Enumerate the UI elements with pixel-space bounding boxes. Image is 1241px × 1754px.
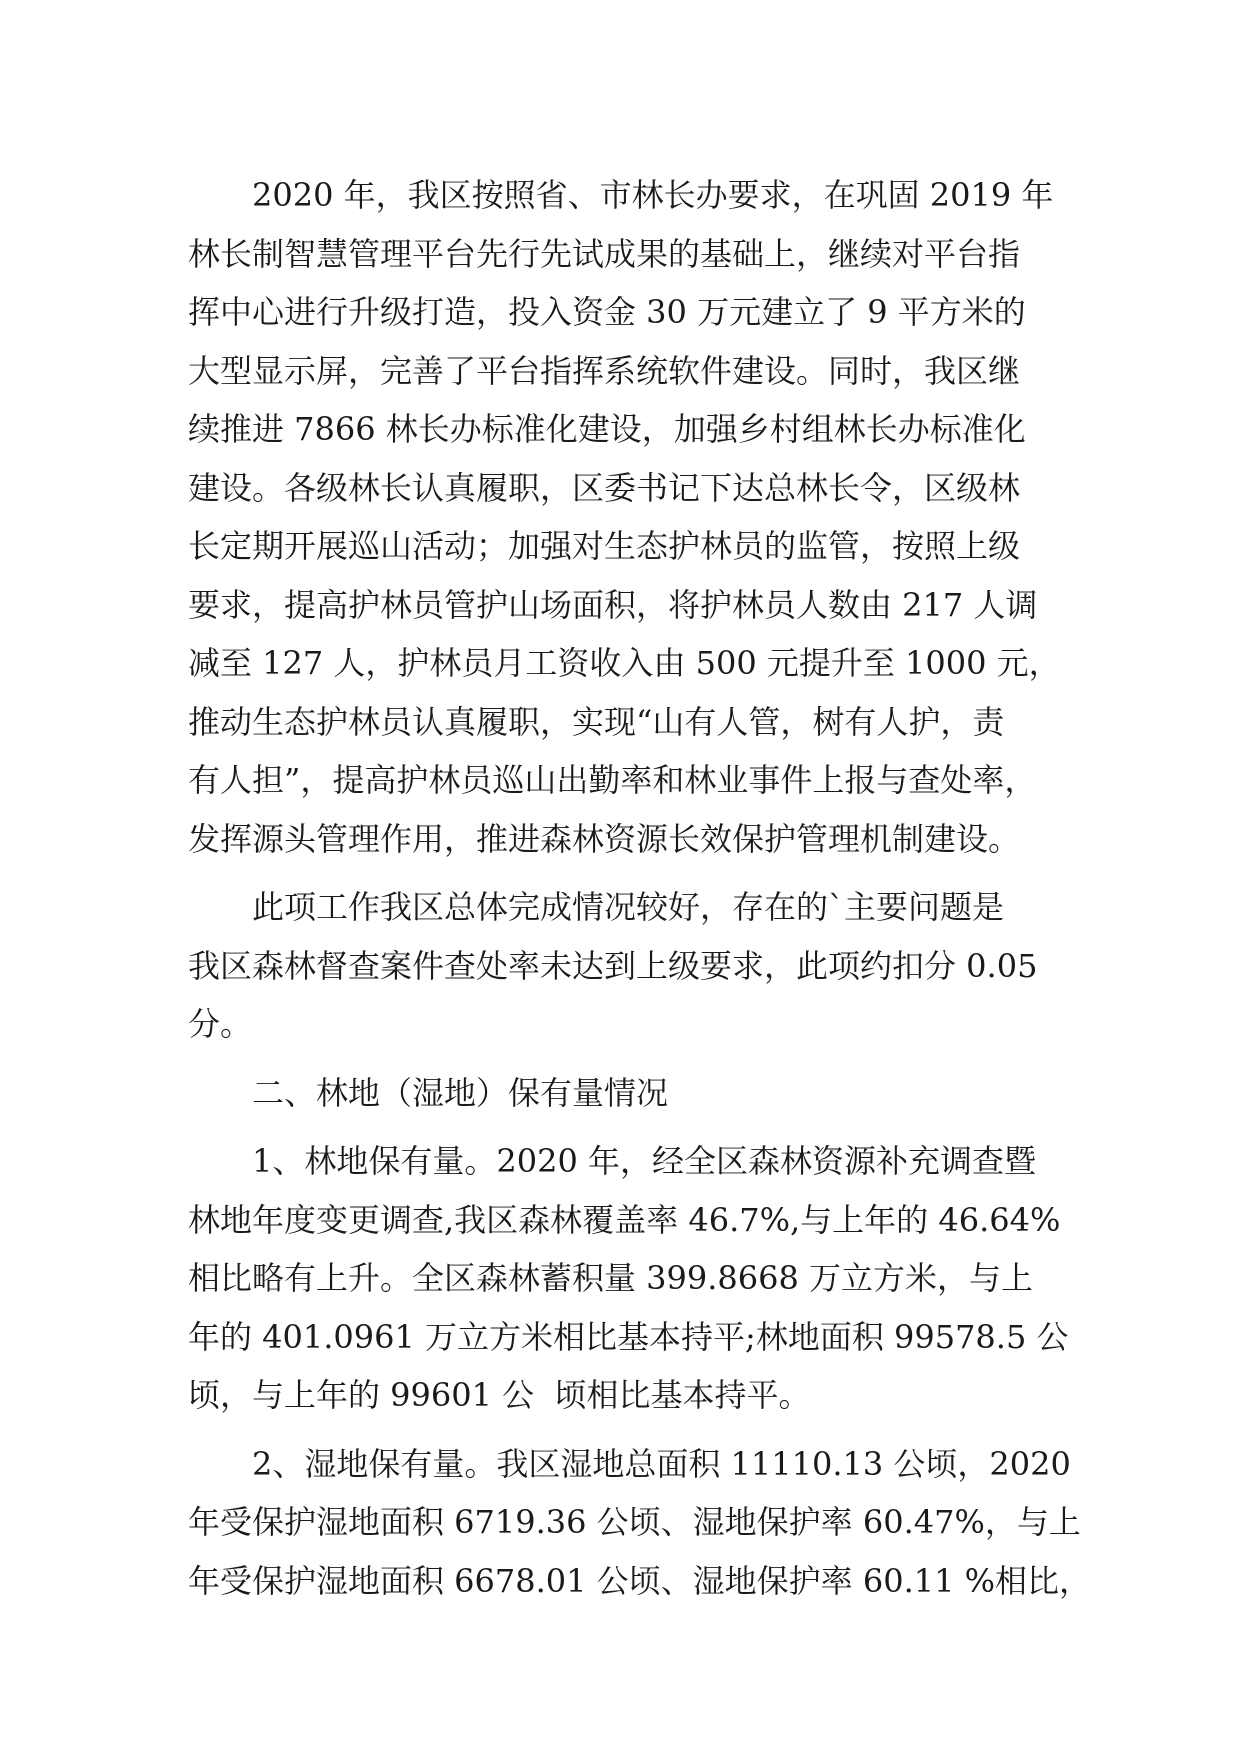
text-line: 续推进 7866 林长办标准化建设，加强乡村组林长办标准化 [188, 410, 1026, 448]
text-line: 相比略有上升。全区森林蓄积量 399.8668 万立方米，与上 [188, 1259, 1034, 1297]
text-line: 要求，提高护林员管护山场面积，将护林员人数由 217 人调 [188, 585, 1038, 624]
text-line: 年受保护湿地面积 6678.01 公顷、湿地保护率 60.11 %相比， [188, 1561, 1092, 1600]
text-line: 分。 [188, 1005, 253, 1043]
text-line: 2、湿地保有量。我区湿地总面积 11110.13 公顷，2020 [252, 1444, 1071, 1483]
text-line: 年受保护湿地面积 6719.36 公顷、湿地保护率 60.47%，与上 [188, 1503, 1081, 1541]
paragraph-wetland-retention [188, 1435, 1092, 1611]
text-line: 建设。各级林长认真履职，区委书记下达总林长令，区级林 [188, 468, 1021, 507]
paragraph-completion-status [188, 878, 1058, 1054]
document-body [188, 166, 1092, 1610]
text-line: 顷，与上年的 99601 公 顷相比基本持平。 [188, 1376, 811, 1414]
text-line: 2020 年，我区按照省、市林长办要求，在巩固 2019 年 [252, 176, 1054, 214]
text-line: 发挥源头管理作用，推进森林资源长效保护管理机制建设。 [188, 819, 1021, 858]
text-line: 挥中心进行升级打造，投入资金 30 万元建立了 9 平方米的 [188, 293, 1026, 331]
text-line: 大型显示屏，完善了平台指挥系统软件建设。同时，我区继 [188, 351, 1021, 390]
text-line: 林长制智慧管理平台先行先试成果的基础上，继续对平台指 [188, 234, 1021, 273]
paragraph-forest-land-retention [188, 1132, 1069, 1425]
section-heading [188, 1064, 1058, 1123]
text-line: 有人担”，提高护林员巡山出勤率和林业事件上报与查处率， [188, 761, 1037, 799]
text-line: 推动生态护林员认真履职，实现“山有人管，树有人护，责 [188, 702, 1005, 741]
text-line: 减至 127 人，护林员月工资收入由 500 元提升至 1000 元， [188, 644, 1061, 682]
text-line: 此项工作我区总体完成情况较好，存在的`主要问题是 [252, 888, 1005, 926]
text-line: 林地年度变更调查,我区森林覆盖率 46.7%,与上年的 46.64% [188, 1200, 1061, 1239]
paragraph-forest-chief-system [188, 166, 1061, 868]
text-line: 1、林地保有量。2020 年，经全区森林资源补充调查暨 [252, 1142, 1036, 1180]
text-line: 长定期开展巡山活动；加强对生态护林员的监管，按照上级 [188, 527, 1021, 565]
section-heading-text: 二、林地（湿地）保有量情况 [252, 1073, 669, 1112]
text-line: 我区森林督查案件查处率未达到上级要求，此项约扣分 0.05 [188, 946, 1038, 985]
text-line: 年的 401.0961 万立方米相比基本持平;林地面积 99578.5 公 [188, 1317, 1069, 1356]
